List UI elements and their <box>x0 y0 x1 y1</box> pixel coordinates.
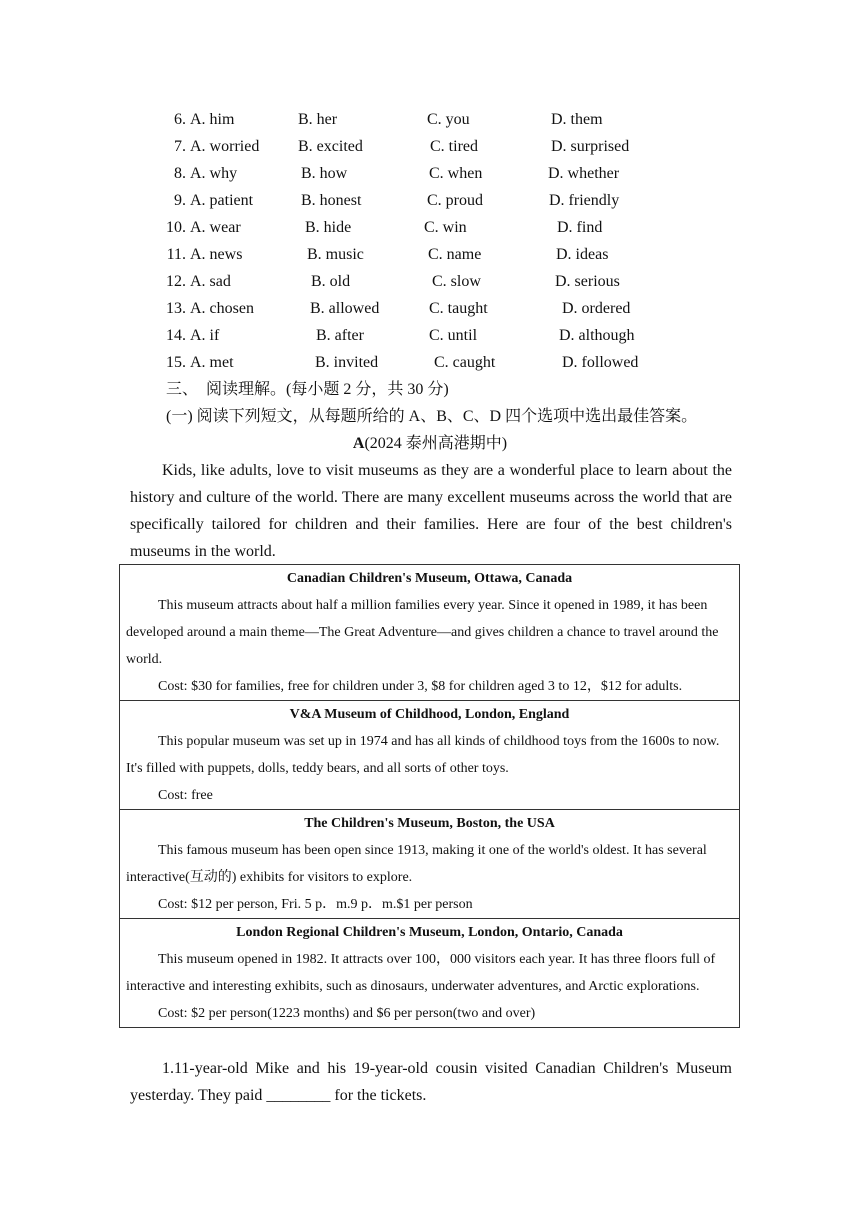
museum-cost: Cost: free <box>158 788 213 803</box>
option-b: B. invited <box>315 354 379 371</box>
option-b: B. hide <box>305 219 352 236</box>
option-b: B. her <box>298 111 338 128</box>
option-d: D. them <box>551 111 603 128</box>
choice-row <box>0 349 860 376</box>
option-b: B. old <box>311 273 351 290</box>
choice-row <box>0 295 860 322</box>
museum-name: Canadian Children's Museum, Ottawa, Canada <box>286 571 573 586</box>
museum-cell <box>120 700 739 809</box>
option-a: A. patient <box>190 192 254 209</box>
option-d: D. followed <box>562 354 639 371</box>
section-instructions: (一) 阅读下列短文，从每题所给的 A、B、C、D 四个选项中选出最佳答案。 <box>166 408 698 425</box>
choice-row <box>0 106 860 133</box>
option-a: A. wear <box>190 219 241 236</box>
option-c: C. tired <box>430 138 478 155</box>
choice-number: 12. <box>166 273 186 290</box>
choice-number: 15. <box>166 354 186 371</box>
choice-number: 14. <box>166 327 186 344</box>
museum-cost: Cost: $2 per person(1223 months) and $6 per person(two and over) <box>158 1006 536 1021</box>
choice-row <box>0 322 860 349</box>
choice-number: 13. <box>166 300 186 317</box>
museum-name: V&A Museum of Childhood, London, England <box>289 707 570 722</box>
option-d: D. friendly <box>549 192 620 209</box>
option-c: C. name <box>428 246 482 263</box>
passage-label <box>0 430 860 453</box>
option-c: C. when <box>429 165 483 182</box>
option-a: A. met <box>190 354 234 371</box>
option-c: C. until <box>429 327 478 344</box>
option-d: D. serious <box>555 273 620 290</box>
museum-cost: Cost: $12 per person, Fri. 5 p．m.9 p．m.$1 per person <box>158 897 473 912</box>
option-b: B. excited <box>298 138 363 155</box>
option-c: C. win <box>424 219 467 236</box>
choice-number: 7. <box>174 138 186 155</box>
option-a: A. him <box>190 111 235 128</box>
option-d: D. although <box>559 327 635 344</box>
museum-description: This museum attracts about half a million families every year. Since it opened in 1989, it has been developed around a main theme—The Great Adventure—and gives children a chance to travel around the world. <box>126 598 719 667</box>
option-d: D. surprised <box>551 138 630 155</box>
option-b: B. after <box>316 327 364 344</box>
choice-number: 11. <box>166 246 186 263</box>
choice-row <box>0 268 860 295</box>
choice-row <box>0 241 860 268</box>
option-a: A. worried <box>190 138 260 155</box>
option-a: A. news <box>190 246 243 263</box>
option-b: B. honest <box>301 192 362 209</box>
choice-number: 8. <box>174 165 186 182</box>
question-1: 1.11-year-old Mike and his 19-year-old cousin visited Canadian Children's Museum yesterday. They paid ________ for the tickets. <box>130 1060 732 1104</box>
option-d: D. find <box>557 219 603 236</box>
museum-cell <box>120 565 739 700</box>
option-a: A. sad <box>190 273 231 290</box>
option-b: B. music <box>307 246 364 263</box>
option-d: D. ideas <box>556 246 609 263</box>
museum-description: This famous museum has been open since 1913, making it one of the world's oldest. It has several interactive(互动的) exhibits for visitors to explore. <box>126 843 707 885</box>
option-c: C. caught <box>434 354 496 371</box>
option-c: C. taught <box>429 300 488 317</box>
museum-name: The Children's Museum, Boston, the USA <box>304 816 555 831</box>
choice-row <box>0 160 860 187</box>
section-title: 三、 阅读理解。(每小题 2 分，共 30 分) <box>166 381 449 398</box>
choice-list <box>0 106 860 376</box>
option-b: B. allowed <box>310 300 380 317</box>
passage-letter: A <box>352 435 365 452</box>
choice-row <box>0 187 860 214</box>
option-c: C. you <box>427 111 470 128</box>
museum-cell <box>120 809 739 918</box>
option-a: A. if <box>190 327 220 344</box>
museum-table <box>119 564 740 1028</box>
option-a: A. why <box>190 165 238 182</box>
choice-number: 9. <box>174 192 186 209</box>
museum-cost: Cost: $30 for families, free for children under 3, $8 for children aged 3 to 12，$12 for adults. <box>158 679 683 694</box>
choice-number: 6. <box>174 111 186 128</box>
choice-row <box>0 133 860 160</box>
option-a: A. chosen <box>190 300 254 317</box>
museum-description: This popular museum was set up in 1974 and has all kinds of childhood toys from the 1600s to now. It's filled with puppets, dolls, teddy bears, and all sorts of other toys. <box>126 734 734 776</box>
option-d: D. ordered <box>562 300 631 317</box>
museum-description: This museum opened in 1982. It attracts over 100，000 visitors each year. It has three floors full of interactive and interesting exhibits, such as dinosaurs, underwater adventures, and Arctic explorations. <box>126 952 716 994</box>
passage-source: (2024 泰州高港期中) <box>364 435 508 452</box>
intro-paragraph: Kids, like adults, love to visit museums as they are a wonderful place to learn about the history and culture of the world. There are many excellent museums across the world that are specifically tailored for children and their families. Here are four of the best children's museums in the world. <box>130 462 732 560</box>
choice-number: 10. <box>166 219 186 236</box>
option-b: B. how <box>301 165 348 182</box>
option-c: C. slow <box>432 273 481 290</box>
museum-name: London Regional Children's Museum, London, Ontario, Canada <box>236 925 623 940</box>
option-d: D. whether <box>548 165 620 182</box>
choice-row <box>0 214 860 241</box>
museum-cell <box>120 918 739 1027</box>
option-c: C. proud <box>427 192 483 209</box>
